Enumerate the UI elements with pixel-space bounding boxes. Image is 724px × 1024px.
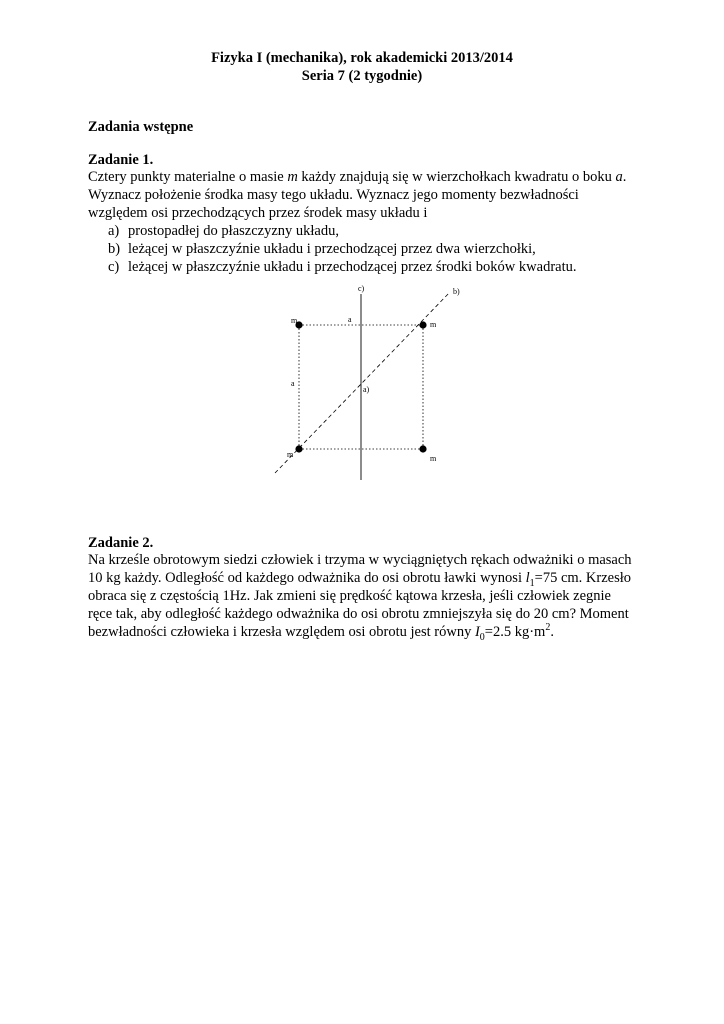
mass-point-bottom-right [419, 445, 426, 452]
list-marker: b) [108, 241, 121, 257]
task2-line5-part: bezwładności człowieka i krzesła względem osi obrotu jest równy [88, 624, 475, 640]
task2-heading: Zadanie 2. [88, 535, 154, 551]
unit-exponent: 2 [545, 622, 551, 634]
task1-line2: Wyznacz położenie środka masy tego układu. Wyznacz jego momenty bezwładności [88, 187, 579, 203]
task2-line4: ręce tak, aby odległość każdego odważnika do osi obrotu zmniejszyła się do 20 cm? Moment [88, 606, 629, 622]
task1-heading: Zadanie 1. [88, 152, 154, 168]
list-item-text: prostopadłej do płaszczyzny układu, [128, 223, 339, 239]
task2-text [88, 551, 648, 641]
length-subscript: 1 [529, 577, 535, 589]
axis-b-label: b) [453, 287, 460, 296]
task1-line1-part: Cztery punkty materialne o masie [88, 169, 288, 185]
document-subtitle: Seria 7 (2 tygodnie) [301, 68, 423, 84]
mass-point-bottom-left [295, 445, 302, 452]
task2-line5-part: =2.5 kg·m [484, 624, 546, 640]
top-side-label: a [348, 315, 352, 324]
section-heading: Zadania wstępne [88, 119, 194, 135]
task2-line1: Na krześle obrotowym siedzi człowiek i trzyma w wyciągniętych rękach odważniki o masach [88, 552, 632, 568]
side-variable: a [615, 169, 623, 185]
left-side-label: a [291, 379, 295, 388]
list-item-text: leżącej w płaszczyźnie układu i przechodzącej przez dwa wierzchołki, [128, 241, 536, 257]
task2-line5-part: . [550, 624, 554, 640]
mass-label-top-left: m [291, 316, 298, 325]
list-marker: a) [108, 223, 120, 239]
length-variable: l [525, 570, 530, 586]
task1-line3: względem osi przechodzących przez środek masy układu i [88, 205, 428, 221]
square-mass-diagram [270, 282, 470, 482]
task1-line1-part: każdy znajdują się w wierzchołkach kwadratu o boku [297, 169, 616, 185]
list-item [108, 222, 576, 240]
task1-line1 [88, 168, 648, 186]
task1-line1-part: . [622, 169, 627, 185]
inertia-subscript: 0 [479, 631, 485, 643]
task2-line5 [88, 623, 648, 641]
list-item [108, 240, 576, 258]
task2-line3: obraca się z częstością 1Hz. Jak zmieni się prędkość kątowa krzesła, jeśli człowiek zegnie [88, 588, 611, 604]
inertia-variable: I [474, 624, 480, 640]
task2-line2-part: 10 kg każdy. Odległość od każdego odważnika do osi obrotu ławki wynosi [88, 570, 526, 586]
list-item-text: leżącej w płaszczyźnie układu i przechodzącej przez środki boków kwadratu. [128, 259, 577, 275]
mass-point-top-right [419, 321, 426, 328]
mass-variable: m [287, 169, 298, 185]
mass-label-top-right: m [430, 320, 437, 329]
task2-line2 [88, 569, 648, 587]
mass-label-bottom-right: m [430, 454, 437, 463]
list-marker: c) [108, 259, 120, 275]
mass-label-bottom-left: m [287, 450, 294, 459]
list-item [108, 258, 576, 276]
axis-a-label: a) [363, 385, 370, 394]
task2-line2-part: =75 cm. Krzesło [534, 570, 632, 586]
axis-c-label: c) [358, 284, 365, 293]
document-title: Fizyka I (mechanika), rok akademicki 2013/2014 [211, 50, 513, 66]
task1-text [88, 168, 648, 222]
task1-options-list [108, 222, 576, 276]
